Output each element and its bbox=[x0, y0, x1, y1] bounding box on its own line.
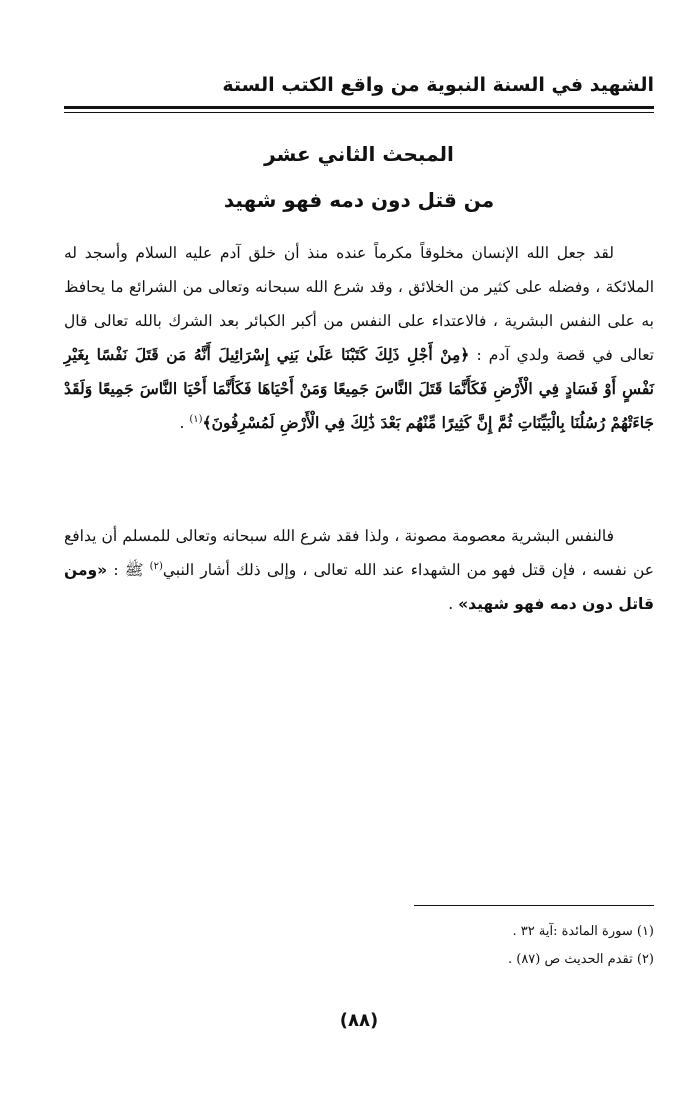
section-title: المبحث الثاني عشر bbox=[264, 142, 454, 166]
quran-verse: ﴿مِنْ أَجْلِ ذَلِكَ كَتَبْنَا عَلَىٰ بَنِي إِسْرَائِيلَ أَنَّهُ مَن قَتَلَ نَفْسًا بِغَيْرِ نَفْسٍ أَوْ فَسَادٍ فِي الْأَرْضِ فَكَأَنَّمَا قَتَلَ النَّاسَ جَمِيعًا وَمَنْ أَحْيَاهَا فَكَأَنَّمَا أَحْيَا النَّاسَ جَمِيعًا وَلَقَدْ جَاءَتْهُمْ رُسُلُنَا بِالْبَيِّنَاتِ ثُمَّ إِنَّ كَثِيرًا مِّنْهُم بَعْدَ ذَٰلِكَ فِي الْأَرْضِ لَمُسْرِفُونَ﴾ bbox=[64, 345, 654, 432]
paragraph-intro bbox=[64, 236, 654, 440]
footnote-rule bbox=[414, 905, 654, 906]
header-rule bbox=[64, 106, 654, 109]
footnotes bbox=[64, 918, 654, 974]
footnote-ref-1: (١) bbox=[189, 413, 203, 425]
footnote-1: (١) سورة المائدة :آية ٣٢ . bbox=[512, 924, 654, 939]
paragraph-intro-end: . bbox=[179, 414, 190, 432]
page-number: (٨٨) bbox=[339, 1010, 379, 1031]
book-page bbox=[64, 0, 654, 1112]
footnote-ref-2: (٢) bbox=[149, 560, 163, 572]
paragraph-self-defense-end: . bbox=[448, 595, 459, 613]
paragraph-self-defense bbox=[64, 519, 654, 621]
hadith-quote: «ومن قاتل دون دمه فهو شهيد» bbox=[64, 561, 654, 613]
running-header: الشهيد في السنة النبوية من واقع الكتب الستة bbox=[222, 74, 654, 96]
paragraph-self-defense-text: فالنفس البشرية معصومة مصونة ، ولذا فقد شرع الله سبحانه وتعالى للمسلم أن يدافع عن نفسه ، فإن قتل فهو من الشهداء عند الله تعالى ، وإلى ذلك أشار النبي bbox=[64, 527, 654, 579]
paragraph-intro-text: لقد جعل الله الإنسان مخلوقاً مكرماً عنده منذ أن خلق آدم عليه السلام وأسجد له الملائكة ، وفضله على كثير من الخلائق ، وقد شرع الله سبحانه وتعالى من الشرائع ما يحافظ به على النفس البشرية ، فالاعتداء على النفس من أكبر الكبائر بعد الشرك بالله تعالى قال تعالى في قصة ولدي آدم : bbox=[64, 244, 654, 364]
header-rule-thin bbox=[64, 112, 654, 113]
section-subtitle: من قتل دون دمه فهو شهيد bbox=[223, 188, 495, 212]
salutation: ﷺ : bbox=[107, 561, 150, 579]
footnote-2: (٢) تقدم الحديث ص (٨٧) . bbox=[507, 952, 654, 967]
